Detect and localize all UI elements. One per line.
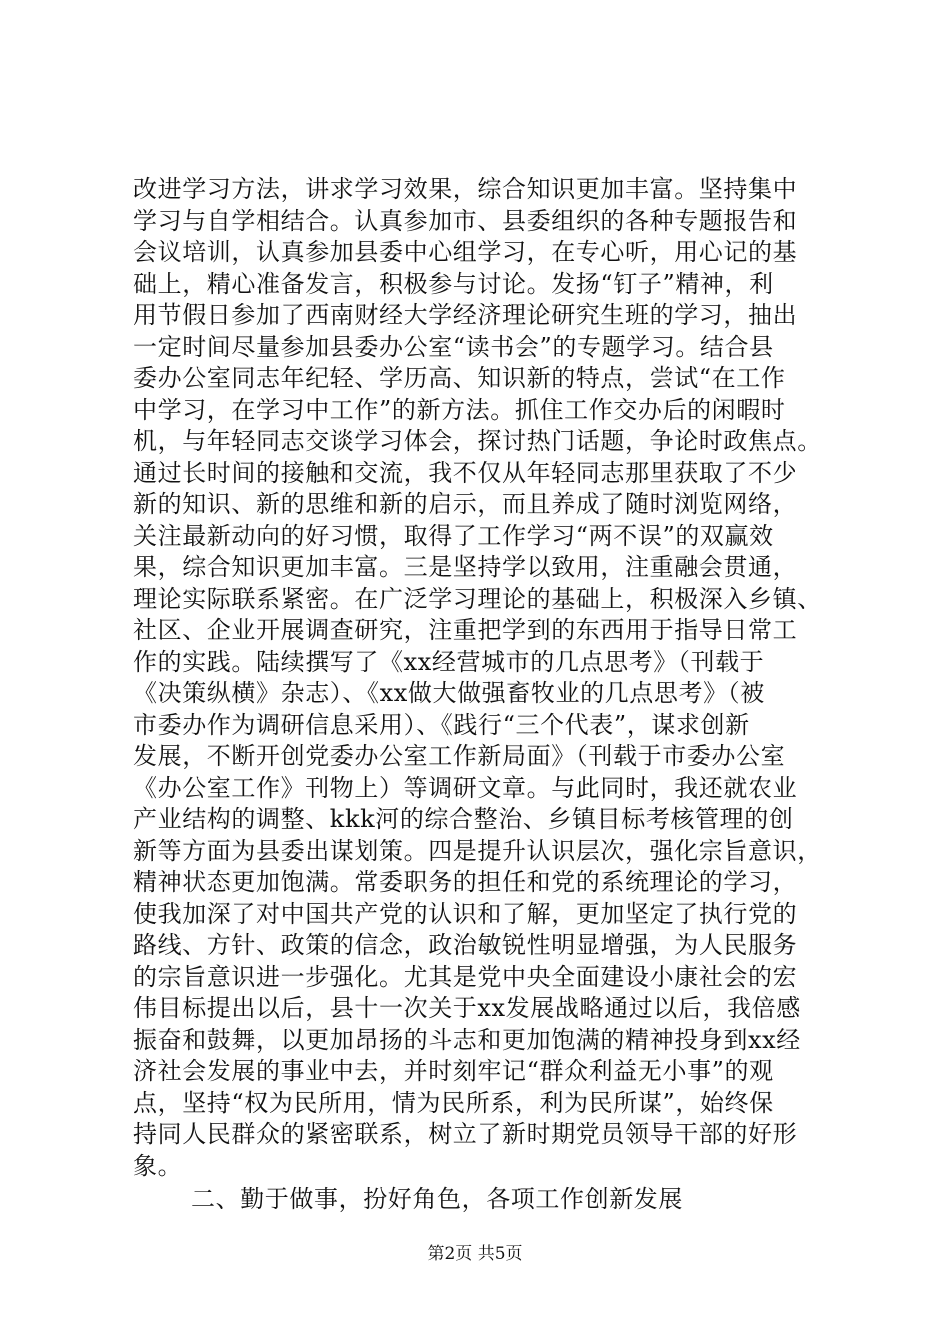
paragraph-line: 发展，不断开创党委办公室工作新局面》（刊载于市委办公室 xyxy=(133,742,786,770)
paragraph-line: 的宗旨意识进一步强化。尤其是党中央全面建设小康社会的宏 xyxy=(133,962,798,991)
paragraph-line: 作的实践。陆续撰写了《xx经营城市的几点思考》（刊载于 xyxy=(133,647,765,676)
paragraph-line: 用节假日参加了西南财经大学经济理论研究生班的学习，抽出 xyxy=(133,301,798,329)
paragraph-line: 一定时间尽量参加县委办公室“读书会”的专题学习。结合县 xyxy=(133,332,774,361)
paragraph-line: 改进学习方法，讲求学习效果，综合知识更加丰富。坚持集中 xyxy=(133,175,798,203)
paragraph-line: 路线、方针、政策的信念，政治敏锐性明显增强，为人民服务 xyxy=(133,931,798,959)
paragraph-line: 社区、企业开展调查研究，注重把学到的东西用于指导日常工 xyxy=(133,616,798,644)
paragraph-line: 通过长时间的接触和交流，我不仅从年轻同志那里获取了不少 xyxy=(133,458,798,487)
paragraph-line: 新的知识、新的思维和新的启示，而且养成了随时浏览网络， xyxy=(133,490,798,518)
paragraph-line: 使我加深了对中国共产党的认识和了解，更加坚定了执行党的 xyxy=(133,899,798,928)
paragraph-line: 《办公室工作》刊物上）等调研文章。与此同时，我还就农业 xyxy=(133,773,798,802)
paragraph-line: 理论实际联系紧密。在广泛学习理论的基础上，积极深入乡镇、 xyxy=(133,584,822,613)
paragraph-line: 新等方面为县委出谋划策。四是提升认识层次，强化宗旨意识， xyxy=(133,836,822,865)
paragraph-line: 持同人民群众的紧密联系，树立了新时期党员领导干部的好形 xyxy=(133,1120,798,1148)
paragraph-line: 振奋和鼓舞，以更加昂扬的斗志和更加饱满的精神投身到xx经 xyxy=(133,1025,801,1054)
paragraph-line: 产业结构的调整、kkk河的综合整治、乡镇目标考核管理的创 xyxy=(133,805,794,833)
paragraph-line: 学习与自学相结合。认真参加市、县委组织的各种专题报告和 xyxy=(133,206,798,235)
page-footer: 第2页 共5页 xyxy=(427,1244,523,1264)
paragraph-line: 市委办作为调研信息采用）、《践行“三个代表”，谋求创新 xyxy=(133,710,750,739)
paragraph-line: 础上，精心准备发言，积极参与讨论。发扬“钉子”精神，利 xyxy=(133,269,774,298)
paragraph-line: 象。 xyxy=(133,1151,183,1180)
paragraph-line: 委办公室同志年纪轻、学历高、知识新的特点，尝试“在工作 xyxy=(133,364,786,392)
paragraph xyxy=(133,174,853,1182)
paragraph-line: 伟目标提出以后，县十一次关于xx发展战略通过以后，我倍感 xyxy=(133,994,801,1022)
section-heading: 二、勤于做事，扮好角色，各项工作创新发展 xyxy=(191,1185,683,1213)
paragraph-line: 关注最新动向的好习惯，取得了工作学习“两不误”的双赢效 xyxy=(133,521,774,550)
paragraph-line: 中学习，在学习中工作”的新方法。抓住工作交办后的闲暇时 xyxy=(133,395,786,424)
paragraph-line: 《决策纵横》杂志）、《xx做大做强畜牧业的几点思考》（被 xyxy=(133,679,765,707)
paragraph-line: 会议培训，认真参加县委中心组学习，在专心听，用心记的基 xyxy=(133,238,798,266)
paragraph-line: 果，综合知识更加丰富。三是坚持学以致用，注重融会贯通， xyxy=(133,553,798,581)
paragraph-line: 点，坚持“权为民所用，情为民所系，利为民所谋”，始终保 xyxy=(133,1088,774,1117)
body-text xyxy=(133,174,853,1216)
paragraph-line: 机，与年轻同志交谈学习体会，探讨热门话题，争论时政焦点。 xyxy=(133,427,822,455)
paragraph-line: 精神状态更加饱满。常委职务的担任和党的系统理论的学习， xyxy=(133,868,798,896)
paragraph-line: 济社会发展的事业中去，并时刻牢记“群众利益无小事”的观 xyxy=(133,1057,774,1085)
